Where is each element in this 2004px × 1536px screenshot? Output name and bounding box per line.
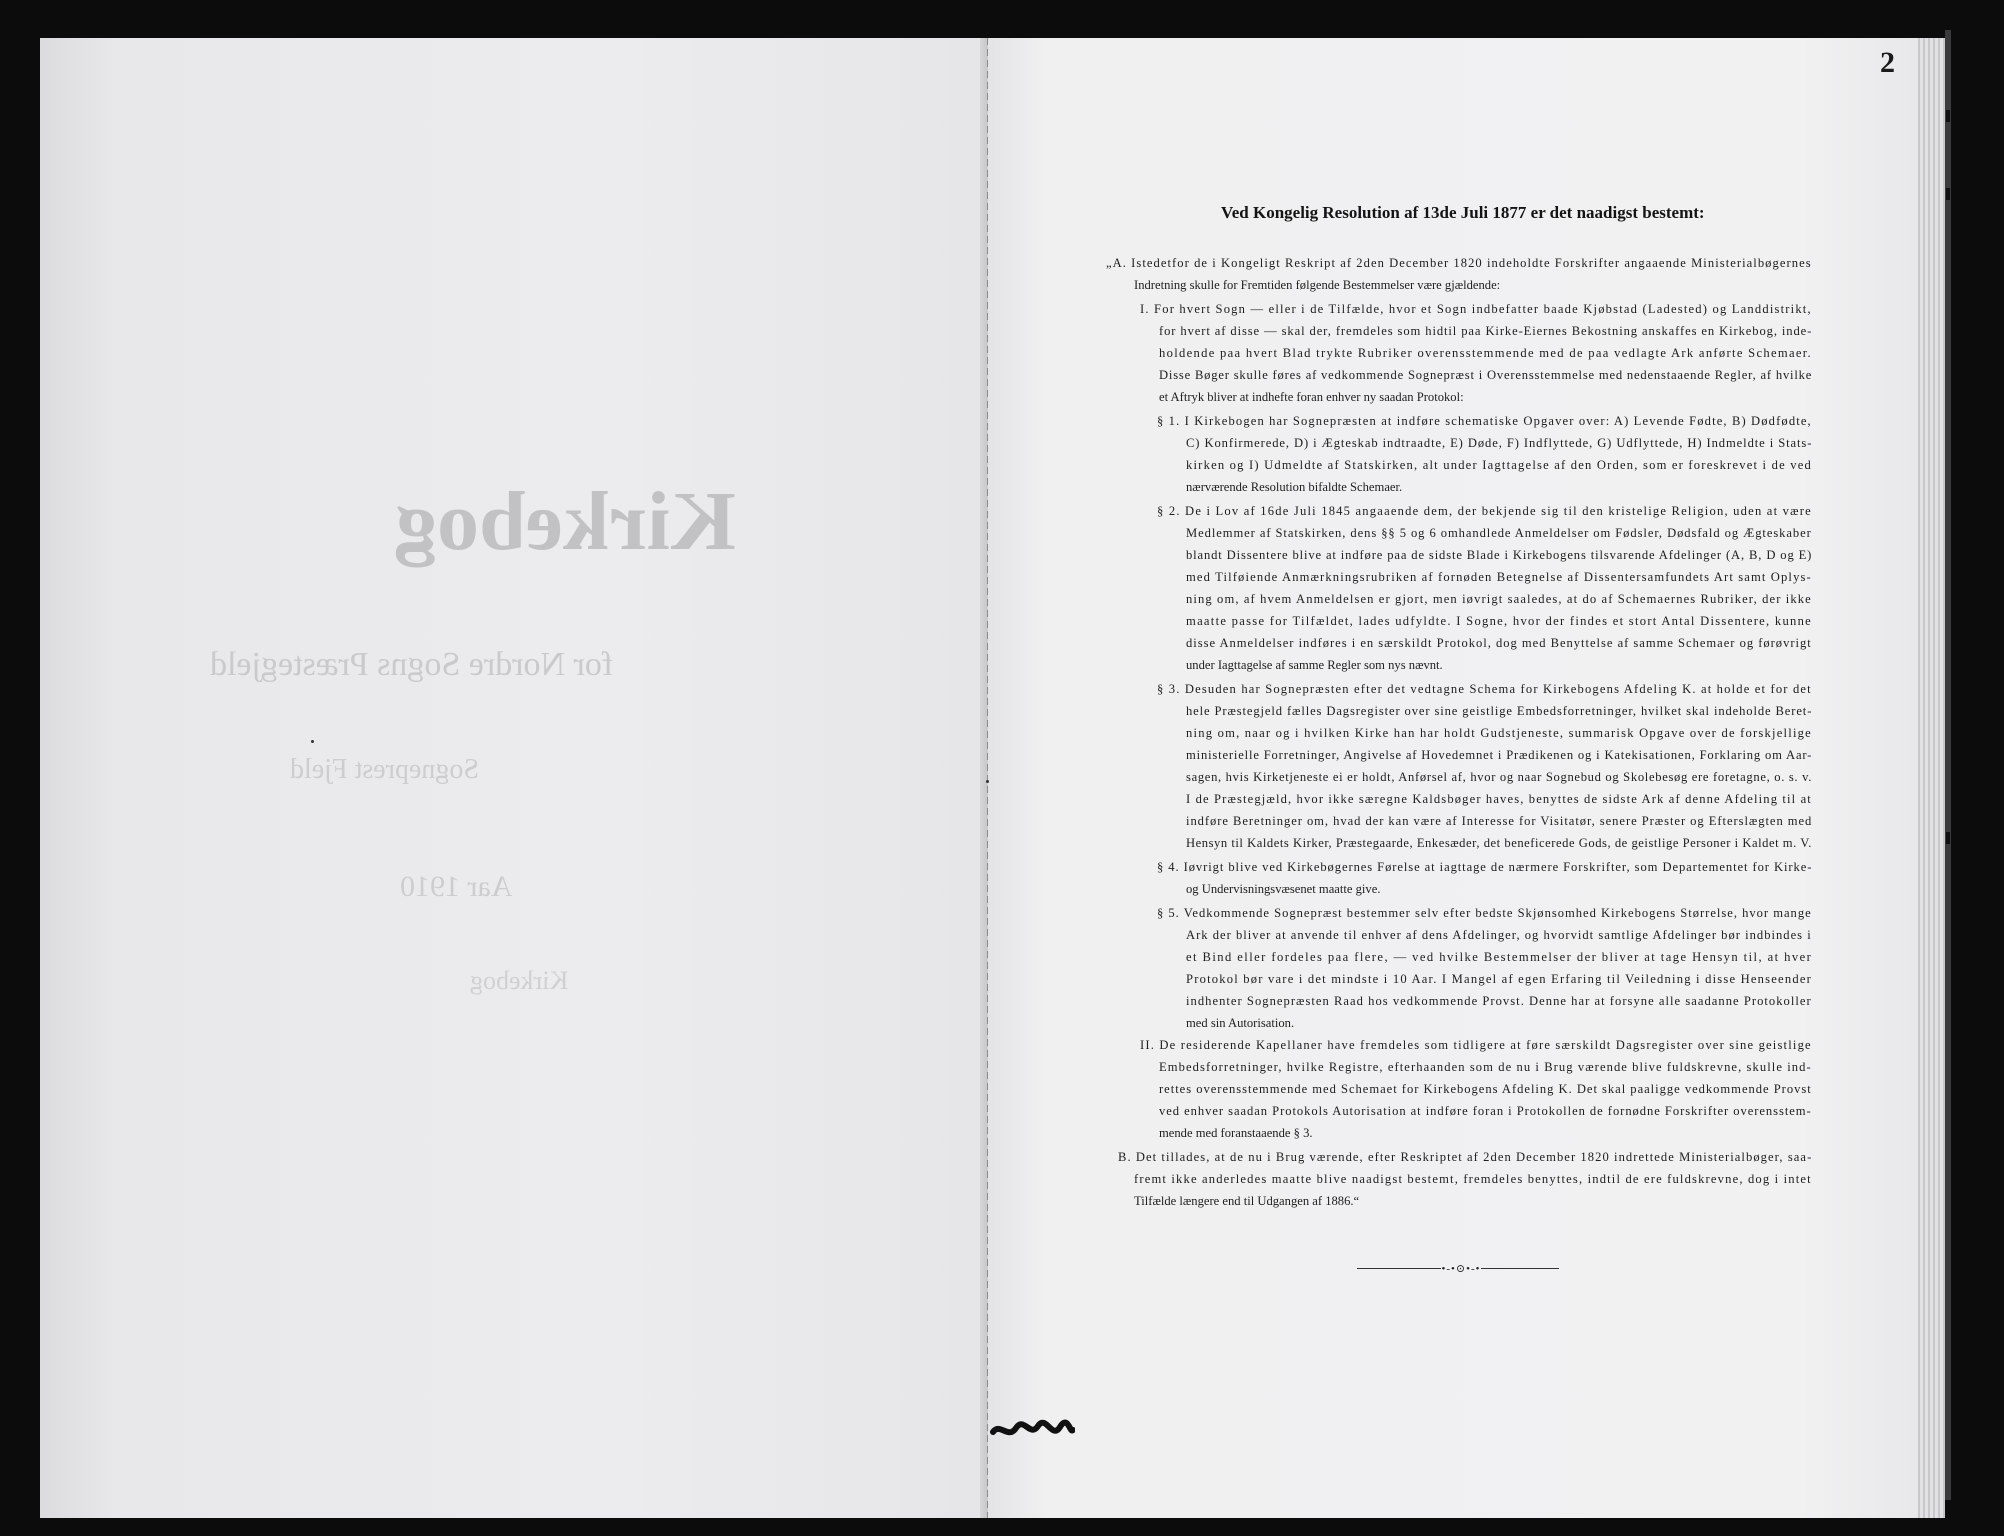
text-line: disse Anmeldelser indføres i en særskildt Protokol, dog med Benyttelse af samme Schemaer og førøvrigt	[1186, 636, 1812, 650]
text-line: § 3. Desuden har Sognepræsten efter det vedtagne Schema for Kirkebogens Afdeling K. at holde et for det	[1157, 682, 1812, 696]
text-line: Ark der bliver at anvende til enhver af dens Afdelinger, og hvorvidt samtlige Afdelinger bør indbindes i	[1186, 928, 1812, 942]
text-line: et Bind eller fordeles paa flere, — ved hvilke Bestemmelser der bliver at tage Hensyn til, at hver	[1186, 950, 1813, 964]
ink-speck	[311, 740, 314, 743]
text-line: sagen, hvis Kirketjeneste ei er holdt, Anførsel af, hvor og naar Sognebud og Skolebesøg ere foretagne, o. s. v.	[1186, 770, 1813, 784]
text-line: § 2. De i Lov af 16de Juli 1845 angaaende dem, der bekjende sig til den kristelige Religion, uden at være	[1157, 504, 1812, 518]
text-line: I. For hvert Sogn — eller i de Tilfælde, hvor et Sogn indbefatter baade Kjøbstad (Ladested) og Landdistrikt,	[1140, 302, 1812, 316]
text-line: med sin Autorisation.	[1186, 1016, 1295, 1030]
text-line: blandt Dissentere blive at indføre paa de sidste Blade i Kirkebogens tilsvarende Afdelinger (A, B, D og E)	[1186, 548, 1813, 562]
text-line: § 4. Iøvrigt blive ved Kirkebøgernes Førelse at iagttage de nærmere Forskrifter, som Departementet for Kirke-	[1157, 860, 1813, 874]
text-line: II. De residerende Kapellaner have fremdeles som tidligere at føre særskildt Dagsregister over sine geistlige	[1140, 1038, 1812, 1052]
text-line: holdende paa hvert Blad trykte Rubriker overensstemmende med de paa vedlagte Ark anførte Schemaer.	[1159, 346, 1813, 360]
text-line: mende med foranstaaende § 3.	[1159, 1126, 1313, 1140]
text-line: „A. Istedetfor de i Kongeligt Reskript af 2den December 1820 indeholdte Forskrifter angaaende Ministerialbøgernes	[1106, 256, 1812, 270]
text-line: og Undervisningsvæsenet maatte give.	[1186, 882, 1381, 896]
text-line: nærværende Resolution bifaldte Schemaer.	[1186, 480, 1403, 494]
text-line: indføre Beretninger om, hvad der kan være af Interesse for Visitatør, senere Præster og Efterslægten med	[1186, 814, 1813, 828]
text-line: fremt ikke anderledes maatte blive naadigst bestemt, fremdeles benyttes, indtil de ere fuldskrevne, dog i intet	[1134, 1172, 1812, 1186]
text-line: maatte passe for Tilfældet, lades udfyldte. I Sogne, hvor der findes et stort Antal Dissentere, kunne	[1186, 614, 1813, 628]
text-line: med Tilføiende Anmærkningsrubriken af fornøden Betegnelse af Dissentersamfundets Art samt Oplys-	[1186, 570, 1812, 584]
text-line: under Iagttagelse af samme Regler som nys nævnt.	[1186, 658, 1443, 672]
bleed-line-3: Aar 1910	[400, 870, 513, 903]
edge-mark	[1946, 188, 1950, 200]
resolution-heading: Ved Kongelig Resolution af 13de Juli 1877 er det naadigst bestemt:	[1221, 203, 1705, 222]
text-line: ning om, af hvem Anmeldelsen er gjort, men iøvrigt saaledes, at do af Schemaernes Rubriker, der ikke	[1186, 592, 1812, 606]
bleed-line-1: for Nordre Sogns Præstegjeld	[210, 646, 614, 683]
text-line: Disse Bøger skulle føres af vedkommende Sognepræst i Overensstemmelse med nedenstaaende Regler, af hvilke	[1159, 368, 1813, 382]
text-line: for hvert af disse — skal der, fremdeles som hidtil paa Kirke-Eiernes Bekostning anskaffes en Kirkebog, inde-	[1159, 324, 1813, 338]
ornament-rule-right	[1481, 1268, 1559, 1269]
text-line: Medlemmer af Statskirken, dens §§ 5 og 6 omhandlede Anmeldelser om Fødsler, Dødsfald og Ægteskaber	[1186, 526, 1812, 540]
bleed-line-2: Sogneprest Fjeld	[290, 754, 479, 785]
text-line: indhenter Sognepræsten Raad hos vedkommende Provst. Denne har at forsyne alle saadanne Protokoller	[1186, 994, 1812, 1008]
bleed-line-4: Kirkebog	[470, 966, 569, 995]
text-line: § 5. Vedkommende Sognepræst bestemmer selv efter bedste Skjønsomhed Kirkebogens Størrelse, hvor mange	[1157, 906, 1812, 920]
edge-mark	[1946, 832, 1950, 844]
page-number: 2	[1880, 46, 1895, 79]
closing-ornament	[1357, 1264, 1559, 1274]
ornament-rule-left	[1357, 1268, 1441, 1269]
edge-mark	[1946, 110, 1950, 122]
book-edge-strip	[1945, 30, 1951, 1500]
text-line: I de Præstegjæld, hvor ikke særegne Kaldsbøger haves, benyttes de sidste Ark af denne Afdeling til at	[1186, 792, 1812, 806]
text-line: § 1. I Kirkebogen har Sognepræsten at indføre schematiske Opgaver over: A) Levende Fødte, B) Dødfødte,	[1157, 414, 1812, 428]
text-line: Indretning skulle for Fremtiden følgende Bestemmelser være gjældende:	[1134, 278, 1501, 292]
text-line: Hensyn til Kaldets Kirker, Præstegaarde, Enkesæder, det beneficerede Gods, de geistlige Personer i Kaldet m. V.	[1186, 836, 1812, 850]
text-line: hele Præstegjeld fælles Dagsregister over sine geistlige Embedsforretninger, hvilket skal indeholde Beret-	[1186, 704, 1813, 718]
text-line: B. Det tillades, at de nu i Brug værende, efter Reskriptet af 2den December 1820 indrettede Ministerialbøger, saa-	[1118, 1150, 1813, 1164]
text-line: Embedsforretninger, hvilke Registre, efterhaanden som de nu i Brug værende blive fuldskrevne, skulle ind-	[1159, 1060, 1812, 1074]
left-page	[40, 38, 985, 1518]
text-line: ning om, naar og i hvilken Kirke han har holdt Gudstjeneste, summarisk Opgave over de forskjellige	[1186, 726, 1812, 740]
text-line: kirken og I) Udmeldte af Statskirken, alt under Iagttagelse af den Orden, som er foreskrevet i de ved	[1186, 458, 1812, 472]
text-line: rettes overensstemmende med Schemaet for Kirkebogens Afdeling K. Det skal paaligge vedkommende Provst	[1159, 1082, 1812, 1096]
ornament-glyph: •-•⊙•-•	[1441, 1263, 1481, 1275]
page-edge-stack	[1918, 38, 1945, 1518]
ink-speck	[986, 780, 989, 783]
text-line: Protokol bør vare i det mindste i 10 Aar. I Mangel af egen Erfaring til Veiledning i disse Henseender	[1186, 972, 1812, 986]
text-line: ved enhver saadan Protokols Autorisation at indføre foran i Protokollen de fornødne Forskrifter overensstem-	[1159, 1104, 1812, 1118]
text-line: C) Konfirmerede, D) i Ægteskab indtraadte, E) Døde, F) Indflyttede, G) Udflyttede, H) Indmeldte i Stats-	[1186, 436, 1813, 450]
bleed-title: Kirkebog	[395, 475, 736, 568]
handwritten-signature-mark	[990, 1418, 1075, 1442]
text-line: et Aftryk bliver at indhefte foran enhver ny saadan Protokol:	[1159, 390, 1464, 404]
text-line: ministerielle Forretninger, Angivelse af Hovedemnet i Prædikenen og i Katekisationen, Forklaring om Aar-	[1186, 748, 1813, 762]
text-line: Tilfælde længere end til Udgangen af 1886.“	[1134, 1194, 1360, 1208]
